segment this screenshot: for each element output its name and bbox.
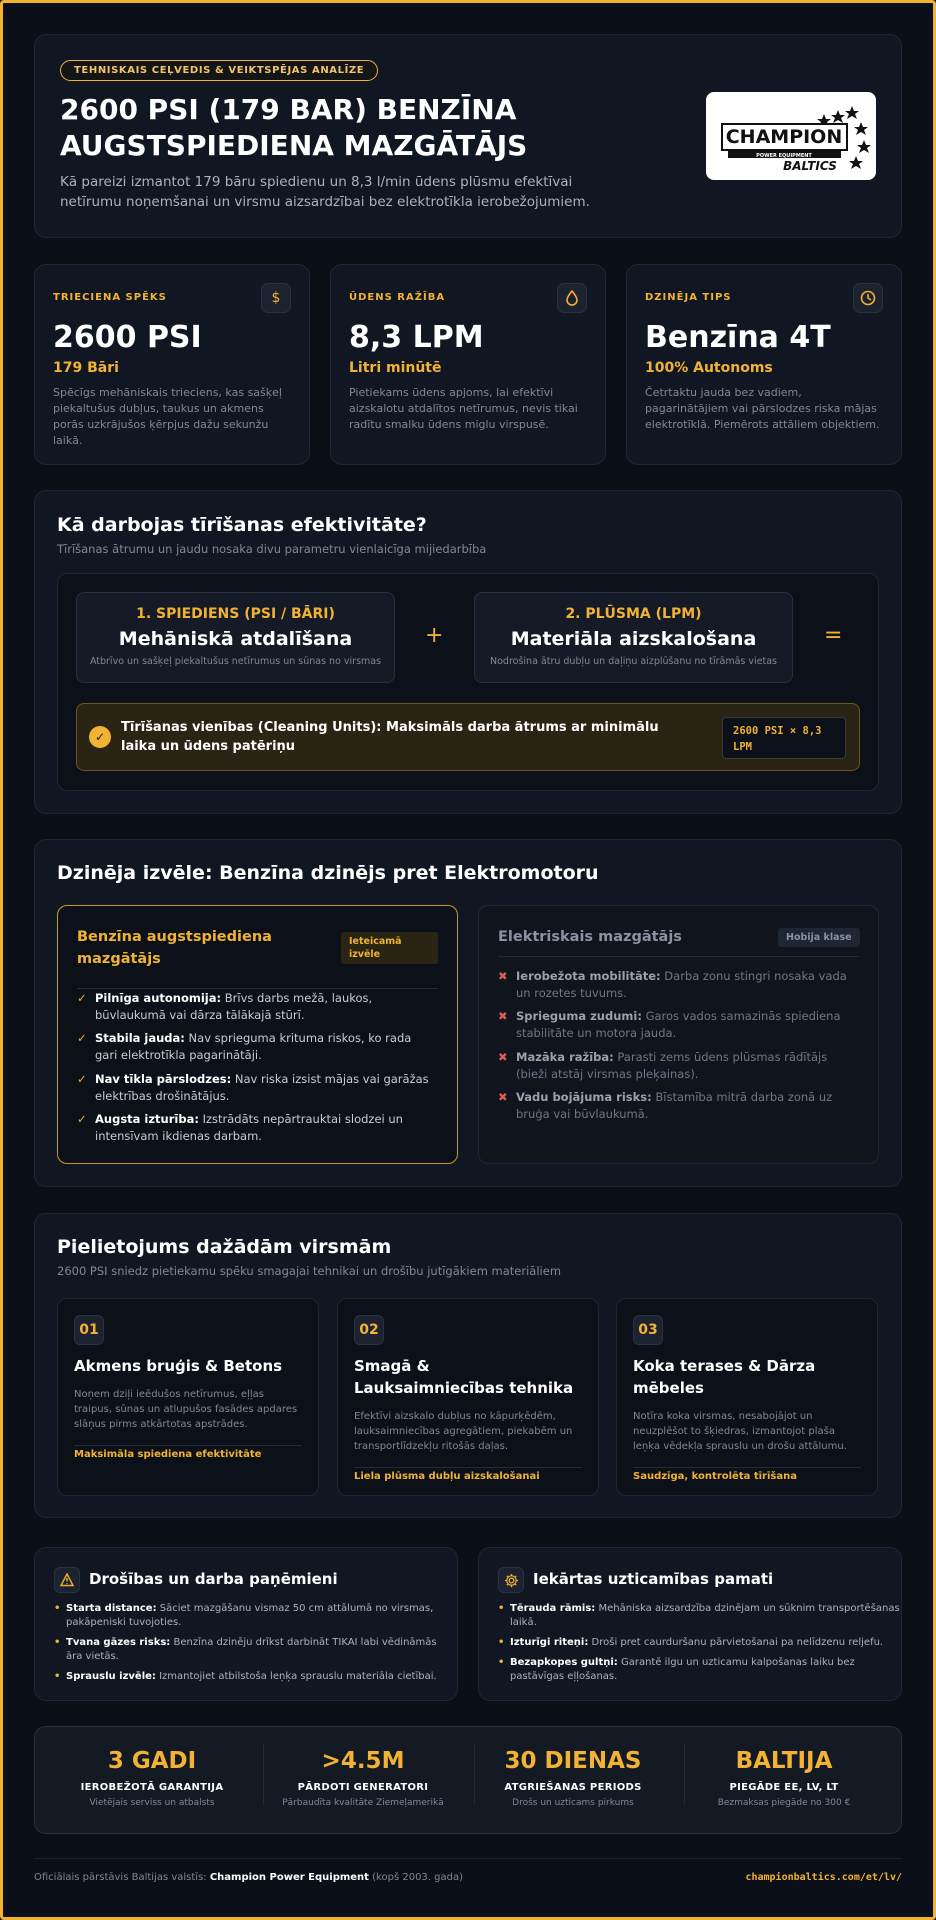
clock-icon: [853, 283, 883, 313]
usage-number: 01: [74, 1315, 104, 1345]
plus-sign: +: [425, 623, 444, 648]
cleaning-units-result: [76, 703, 860, 771]
svg-text:POWER EQUIPMENT: POWER EQUIPMENT: [756, 153, 812, 159]
flow-heading: 2. PLŪSMA (LPM): [565, 606, 702, 622]
usage-card-machinery: [337, 1298, 599, 1496]
stat-label: IEROBEŽOTĀ GARANTIJA: [80, 1782, 224, 1793]
svg-text:BALTICS: BALTICS: [783, 159, 837, 173]
safety-card: Drošības un darba paņēmieni • Starta distance: Sāciet mazgāšanu vismaz 50 cm attālumā no virsmas, pakāpeniski tuvojoties. • Tvana gāzes risks: Benzīna dzinēju drīkst darbināt TIKAI labi vēdināmās āra vietās. • Sprauslu izvēle: Izmantojiet atbilstoša leņķa sprauslu materiāla cietībai.: [34, 1547, 458, 1701]
stat-sub: Bezmaksas piegāde no 300 €: [717, 1798, 851, 1808]
stat-value: 2600 PSI: [53, 320, 202, 355]
stat-sub: Vietējais serviss un atbalsts: [89, 1798, 215, 1808]
dollar-icon: $: [261, 283, 291, 313]
divider: [633, 1467, 861, 1468]
usage-card-title: Akmens bruģis & Betons: [74, 1357, 283, 1375]
engine-title: Dzinēja izvēle: Benzīna dzinējs pret Elektromotoru: [57, 862, 599, 884]
stat-value: BALTIJA: [735, 1748, 833, 1774]
droplet-icon: [557, 283, 587, 313]
warning-icon: [54, 1567, 80, 1593]
stat-desc: Spēcīgs mehāniskais trieciens, kas sašķeļ piekaltušus dubļus, taukus un akmens porās uzkrājušos ķērpjus dažu sekunžu laikā.: [53, 386, 282, 447]
pressure-heading: 1. SPIEDIENS (PSI / BĀRI): [136, 606, 335, 622]
stat-desc: Pietiekams ūdens apjoms, lai efektīvi aizskalotu atdalītos netīrumus, nevis tikai radītu smalku ūdens miglu virspusē.: [349, 386, 578, 431]
stat-desc: Četrtaktu jauda bez vadiem, pagarinātājiem vai pārslodzes riska mājas elektrotīklā. Piemērots attāliem objektiem.: [645, 386, 880, 431]
result-text: Tīrīšanas vienības (Cleaning Units): Maksimāls darba ātrums ar minimālu laika un ūdens patēriņu: [121, 720, 659, 754]
footer-divider: [34, 1858, 902, 1859]
stat-value: Benzīna 4T: [645, 320, 831, 355]
stat-sub: 179 Bāri: [53, 360, 119, 376]
usage-card-title: Koka terases & Dārza mēbeles: [633, 1357, 816, 1397]
check-icon: ✓: [89, 726, 111, 748]
hobby-tag: Hobija klase: [778, 928, 860, 947]
footer-url-link[interactable]: championbaltics.com/et/lv/: [745, 1872, 902, 1883]
stat-delivery: [678, 1748, 890, 1808]
reliability-card: Iekārtas uzticamības pamati • Tērauda rāmis: Mehāniska aizsardzība dzinējam un sūknim transportēšanas laikā. • Izturīgi riteņi: Droši pret caurduršanu pārvietošanai pa nelīdzenu reljefu. • Bezapkopes gultņi: Garantē ilgu un uzticamu kalpošanas laiku bez pastāvīgas eļļošanas.: [478, 1547, 902, 1701]
efficiency-title: Kā darbojas tīrīšanas efektivitāte?: [57, 514, 427, 536]
stat-sub: 100% Autonoms: [645, 360, 773, 376]
gas-title: Benzīna augstspiediena mazgātājs: [77, 929, 272, 967]
page-title: 2600 PSI (179 BAR) BENZĪNA AUGSTSPIEDIENA MAZGĀTĀJS: [60, 93, 528, 162]
divider: [354, 1467, 582, 1468]
usage-card-wood: [616, 1298, 878, 1496]
stat-label: PĀRDOTI GENERATORI: [297, 1782, 429, 1793]
pressure-desc: Atbrīvo un sašķeļ piekaltušus netīrumus un sūnas no virsmas: [89, 656, 382, 667]
usage-number: 03: [633, 1315, 663, 1345]
header-badge: TEHNISKAIS CEĻVEDIS & VEIKTSPĒJAS ANALĪZE: [60, 60, 378, 81]
stat-label: ŪDENS RAŽĪBA: [349, 292, 446, 303]
electric-title: Elektriskais mazgātājs: [498, 929, 682, 945]
usage-card-title: Smagā & Lauksaimniecības tehnika: [354, 1357, 574, 1397]
stat-label: TRIECIENA SPĒKS: [53, 292, 167, 303]
stat-card-pressure: [34, 264, 310, 465]
flow-desc: Nodrošina ātru dubļu un daļiņu aizplūšanu no tīrāmās vietas: [490, 656, 777, 667]
divider: [498, 956, 859, 957]
safety-title: Drošības un darba paņēmieni: [89, 1570, 338, 1588]
stat-label: DZINĒJA TIPS: [645, 292, 732, 303]
usage-title: Pielietojums dažādām virsmām: [57, 1236, 392, 1258]
usage-card-foot: Maksimāla spiediena efektivitāte: [74, 1449, 262, 1460]
stat-return: [467, 1748, 679, 1808]
stat-value: >4.5M: [321, 1748, 405, 1774]
stat-card-engine: [626, 264, 902, 465]
usage-card-stone: [57, 1298, 319, 1496]
usage-card-desc: Noņem dziļi ieēdušos netīrumus, eļļas traipus, sūnas un atlupušos fasādes apdares slāņus pirms atkārtotas apstrādes.: [74, 1389, 298, 1430]
stat-value: 8,3 LPM: [349, 320, 484, 355]
usage-number: 02: [354, 1315, 384, 1345]
usage-subtitle: 2600 PSI sniedz pietiekamu spēku smagajai tehnikai un drošību jutīgākiem materiāliem: [57, 1264, 562, 1278]
stat-warranty: [46, 1748, 258, 1808]
pressure-title: Mehāniskā atdalīšana: [118, 628, 353, 650]
equals-sign: =: [824, 623, 843, 648]
formula: 2600 PSI × 8,3 LPM: [722, 717, 846, 759]
electric-washer-card: Elektriskais mazgātājs Hobija klase ✖ Ierobežota mobilitāte: Darba zonu stingri nosaka vada un rozetes tuvums. ✖ Sprieguma zudumi: Garos vados samazinās spiediena stabilitāte un motora jauda. ✖ Mazāka ražība: Parasti zems ūdens plūsmas rādītājs (bieži atstāj virsmas pleķainas). ✖ Vadu bojājuma risks: Bīstamība mitrā darba zonā uz bruģa vai būvlaukumā.: [478, 905, 879, 1164]
pressure-box: [76, 592, 395, 683]
recommended-tag: Ieteicamā izvēle: [341, 932, 438, 964]
flow-box: [474, 592, 793, 683]
divider: [77, 988, 438, 989]
reliability-title: Iekārtas uzticamības pamati: [533, 1570, 774, 1588]
divider: [74, 1445, 302, 1446]
stat-value: 3 GADI: [107, 1748, 197, 1774]
gas-washer-card: Benzīna augstspiediena mazgātājs Ieteicamā izvēle ✓ Pilnīga autonomija: Brīvs darbs mežā, laukos, būvlaukumā vai dārza tālākajā stūrī. ✓ Stabila jauda: Nav sprieguma krituma riskos, ko rada gari elektrotīkla pagarinātāji. ✓ Nav tīkla pārslodzes: Nav riska izsist mājas vai garāžas elektrības drošinātājus. ✓ Augsta izturība: Izstrādāts nepārtrauktai slodzei un intensīvam ikdienas darbam.: [57, 905, 458, 1164]
stat-sub: Pārbaudīta kvalitāte Ziemeļamerikā: [282, 1798, 444, 1808]
stat-label: PIEGĀDE EE, LV, LT: [729, 1782, 839, 1793]
stat-sub: Drošs un uzticams pirkums: [512, 1798, 634, 1808]
usage-card-desc: Notīra koka virsmas, nesabojājot un neuzplēšot to šķiedras, izmantojot plaša leņķa vēdekļa sprauslu un drošu attālumu.: [633, 1411, 847, 1452]
svg-text:CHAMPION: CHAMPION: [725, 126, 843, 148]
page-subtitle: Kā pareizi izmantot 179 bāru spiedienu un 8,3 l/min ūdens plūsmu efektīvai netīrumu noņemšanai un virsmu aizsardzībai bez elektrotīkla ierobežojumiem.: [60, 174, 590, 210]
champion-logo: [706, 92, 876, 180]
flow-title: Materiāla aizskalošana: [510, 628, 757, 650]
efficiency-subtitle: Tīrīšanas ātrumu un jaudu nosaka divu parametru vienlaicīga mijiedarbība: [57, 542, 487, 556]
stat-sold: [257, 1748, 469, 1808]
usage-card-foot: Liela plūsma dubļu aizskalošanai: [354, 1471, 540, 1482]
stat-label: ATGRIEŠANAS PERIODS: [504, 1782, 642, 1793]
stat-card-flow: [330, 264, 606, 465]
stat-value: 30 DIENAS: [504, 1748, 642, 1774]
usage-card-desc: Efektīvi aizskalo dubļus no kāpurķēdēm, lauksaimniecības agregātiem, piekabēm un transportlīdzekļu ritošās daļas.: [354, 1411, 573, 1452]
stat-sub: Litri minūtē: [349, 360, 442, 376]
usage-card-foot: Saudzīga, kontrolēta tīrīšana: [633, 1471, 797, 1482]
footer-text: Oficiālais pārstāvis Baltijas valstīs: Champion Power Equipment (kopš 2003. gada): [34, 1872, 463, 1883]
gear-icon: [498, 1567, 524, 1593]
